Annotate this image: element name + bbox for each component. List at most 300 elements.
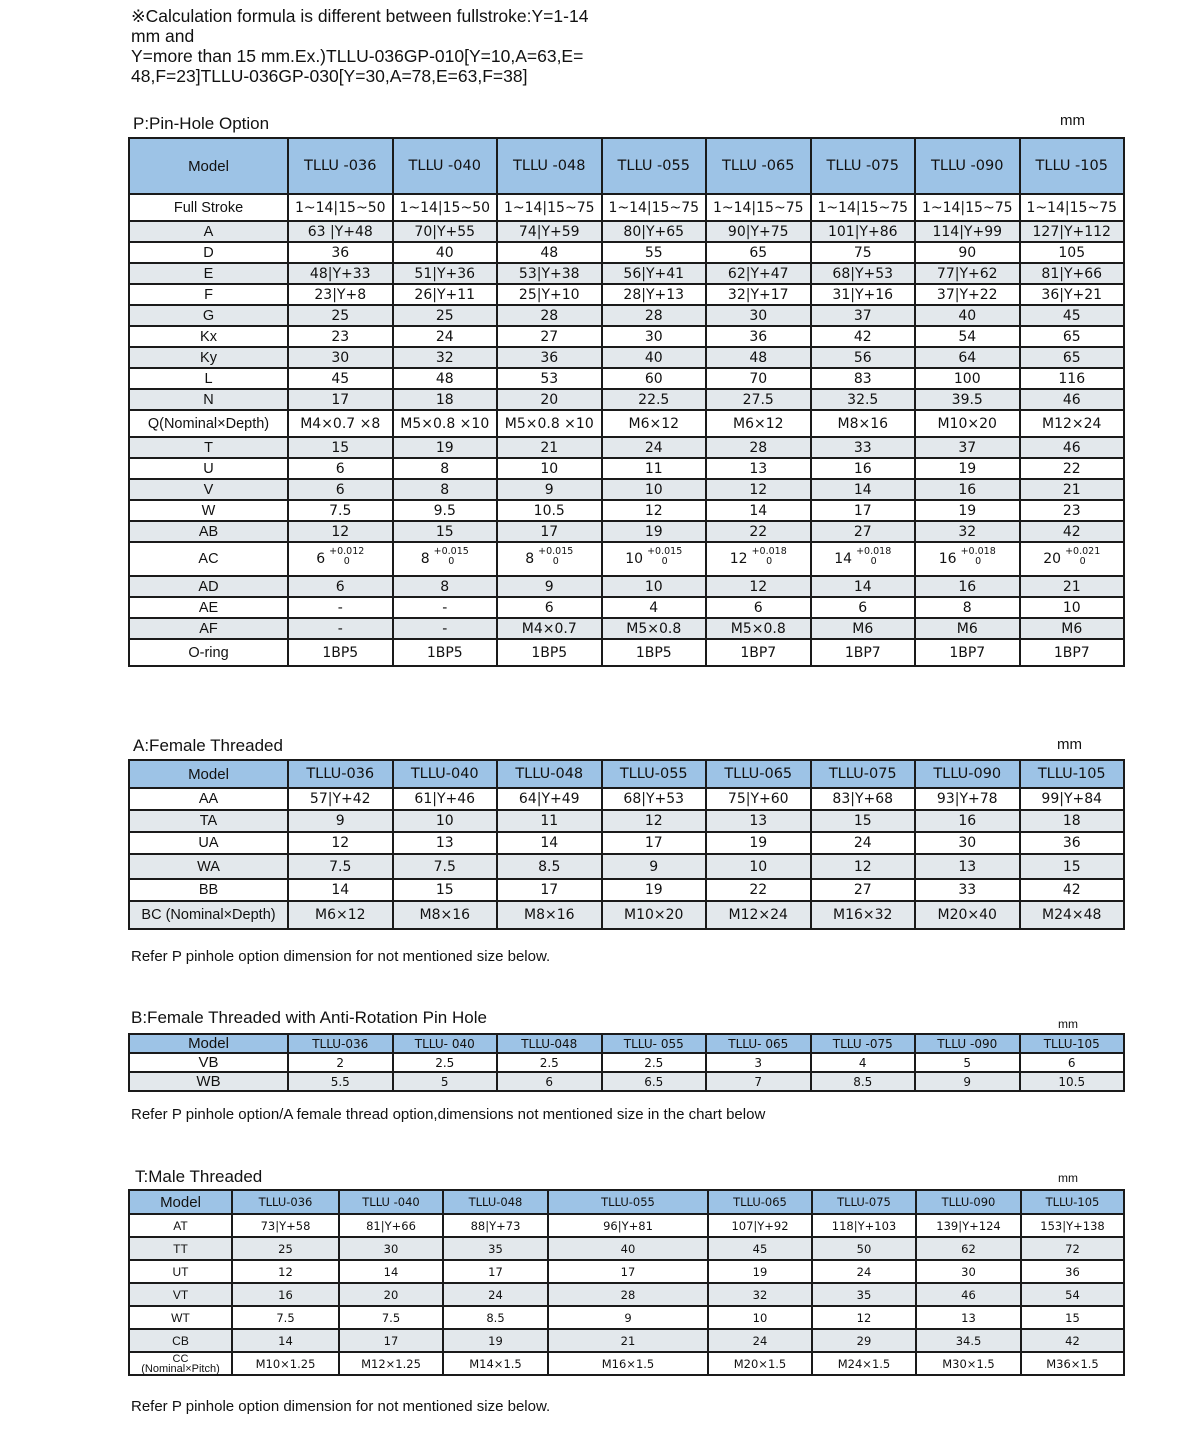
- value-cell: 25|Y+10: [497, 284, 602, 305]
- value-cell: 10.5: [1020, 1072, 1125, 1091]
- tolerance-cell: [393, 542, 498, 576]
- value-cell: 65: [1020, 326, 1125, 347]
- upper-tolerance: +0.015: [647, 546, 683, 557]
- model-header: Model: [129, 760, 288, 788]
- value-cell: 22: [1020, 458, 1125, 479]
- lower-tolerance: 0: [552, 556, 559, 567]
- model-column-header: TLLU -040: [393, 138, 498, 194]
- model-column-header: TLLU -048: [497, 138, 602, 194]
- value-cell: 77|Y+62: [915, 263, 1020, 284]
- male-threaded-row: [129, 1329, 1124, 1352]
- value-cell: 8.5: [497, 854, 602, 879]
- value-cell: 57|Y+42: [288, 788, 393, 810]
- row-label: O-ring: [129, 639, 288, 666]
- value-cell: 114|Y+99: [915, 221, 1020, 242]
- lower-tolerance: 0: [1079, 556, 1086, 567]
- value-cell: 50: [812, 1237, 916, 1260]
- value-cell: M6: [915, 618, 1020, 639]
- value-cell: 81|Y+66: [339, 1214, 443, 1237]
- value-cell: 68|Y+53: [811, 263, 916, 284]
- row-label-bottom: (Nominal×Pitch): [141, 1362, 220, 1375]
- tolerance: [856, 547, 891, 567]
- male-threaded-table: [128, 1189, 1125, 1376]
- value-cell: 46: [1020, 437, 1125, 458]
- value-cell: M10×1.25: [232, 1352, 339, 1375]
- value-cell: 63 |Y+48: [288, 221, 393, 242]
- value-cell: 1BP7: [706, 639, 811, 666]
- value-cell: 80|Y+65: [602, 221, 707, 242]
- value-cell: 2.5: [602, 1053, 707, 1072]
- value-cell: 65: [1020, 347, 1125, 368]
- value-cell: 36: [497, 347, 602, 368]
- value-cell: 88|Y+73: [443, 1214, 548, 1237]
- value-cell: 6: [811, 597, 916, 618]
- value-cell: 10: [602, 479, 707, 500]
- value-cell: 15: [288, 437, 393, 458]
- value-cell: 3: [706, 1053, 811, 1072]
- model-header: Model: [129, 138, 288, 194]
- value-cell: 1~14|15~75: [1020, 194, 1125, 221]
- pin-hole-row: [129, 479, 1124, 500]
- value-cell: 17: [602, 832, 707, 854]
- value-cell: 100: [915, 368, 1020, 389]
- value-cell: 8: [393, 458, 498, 479]
- value-cell: M8×16: [497, 901, 602, 929]
- value-cell: 9: [497, 479, 602, 500]
- value-cell: 16: [915, 479, 1020, 500]
- value-cell: 54: [1021, 1283, 1124, 1306]
- value-cell: -: [288, 618, 393, 639]
- row-label: AC: [129, 542, 288, 576]
- value-cell: 7: [706, 1072, 811, 1091]
- value-cell: 1BP5: [602, 639, 707, 666]
- pin-hole-row: [129, 639, 1124, 666]
- pin-hole-title: P:Pin-Hole Option: [133, 114, 270, 133]
- value-cell: 107|Y+92: [708, 1214, 812, 1237]
- value-cell: 6: [706, 597, 811, 618]
- value-cell: 19: [443, 1329, 548, 1352]
- value-cell: 139|Y+124: [916, 1214, 1021, 1237]
- value-cell: 4: [602, 597, 707, 618]
- value-cell: 45: [288, 368, 393, 389]
- value-cell: 13: [916, 1306, 1021, 1329]
- value-cell: 16: [232, 1283, 339, 1306]
- value-cell: 42: [1020, 879, 1125, 901]
- value-cell: 34.5: [916, 1329, 1021, 1352]
- value-cell: M20×1.5: [708, 1352, 812, 1375]
- tolerance: [434, 547, 469, 567]
- value-cell: 17: [497, 879, 602, 901]
- value-cell: 40: [915, 305, 1020, 326]
- value-cell: 19: [706, 832, 811, 854]
- value-cell: 27: [811, 879, 916, 901]
- value-cell: 83|Y+68: [811, 788, 916, 810]
- male-threaded-title: T:Male Threaded: [135, 1167, 263, 1186]
- pin-hole-row: [129, 284, 1124, 305]
- value-cell: 9: [497, 576, 602, 597]
- value-cell: M6×12: [706, 410, 811, 437]
- model-column-header: TLLU -090: [915, 1034, 1020, 1053]
- value-cell: 19: [602, 521, 707, 542]
- value-cell: 19: [708, 1260, 812, 1283]
- value-cell: 24: [811, 832, 916, 854]
- value-cell: 19: [393, 437, 498, 458]
- nominal-value: 14: [834, 551, 853, 567]
- value-cell: 10: [497, 458, 602, 479]
- row-label: G: [129, 305, 288, 326]
- value-cell: 15: [1020, 854, 1125, 879]
- value-cell: 14: [232, 1329, 339, 1352]
- value-cell: 1BP5: [393, 639, 498, 666]
- value-cell: 16: [915, 576, 1020, 597]
- value-cell: 46: [916, 1283, 1021, 1306]
- value-cell: M8×16: [811, 410, 916, 437]
- value-cell: 30: [602, 326, 707, 347]
- value-cell: 62: [916, 1237, 1021, 1260]
- tolerance-cell: [288, 542, 393, 576]
- value-cell: 28: [706, 437, 811, 458]
- pin-hole-row: [129, 618, 1124, 639]
- lower-tolerance: 0: [661, 556, 668, 567]
- value-cell: 21: [1020, 576, 1125, 597]
- tolerance-cell: [1020, 542, 1125, 576]
- row-label: D: [129, 242, 288, 263]
- calculation-note: [131, 6, 651, 86]
- pin-hole-unit: mm: [1060, 112, 1085, 129]
- value-cell: 1BP5: [497, 639, 602, 666]
- value-cell: 48: [393, 368, 498, 389]
- nominal-value: 6: [316, 551, 326, 567]
- value-cell: 90: [915, 242, 1020, 263]
- value-cell: 36: [1020, 832, 1125, 854]
- value-cell: 93|Y+78: [915, 788, 1020, 810]
- value-cell: 5: [393, 1072, 498, 1091]
- pin-hole-row: [129, 437, 1124, 458]
- value-cell: 45: [1020, 305, 1125, 326]
- value-cell: 14: [288, 879, 393, 901]
- note-line: 48,F=23]TLLU-036GP-030[Y=30,A=78,E=63,F=38]: [131, 66, 528, 86]
- value-cell: 21: [548, 1329, 708, 1352]
- row-label: AA: [129, 788, 288, 810]
- row-label: A: [129, 221, 288, 242]
- model-column-header: TLLU-036: [288, 760, 393, 788]
- value-cell: M14×1.5: [443, 1352, 548, 1375]
- female-threaded-unit: mm: [1057, 736, 1082, 753]
- value-cell: 22: [706, 879, 811, 901]
- value-cell: 2.5: [497, 1053, 602, 1072]
- value-cell: 36: [706, 326, 811, 347]
- value-cell: 14: [497, 832, 602, 854]
- anti-rotation-row: [129, 1072, 1124, 1091]
- row-label: Kx: [129, 326, 288, 347]
- value-cell: 75|Y+60: [706, 788, 811, 810]
- value-cell: 9: [602, 854, 707, 879]
- value-cell: 72: [1021, 1237, 1124, 1260]
- value-cell: 28: [602, 305, 707, 326]
- value-cell: 13: [706, 810, 811, 832]
- row-label: AB: [129, 521, 288, 542]
- female-threaded-title: A:Female Threaded: [133, 736, 283, 755]
- value-cell: 62|Y+47: [706, 263, 811, 284]
- pin-hole-row: [129, 347, 1124, 368]
- value-cell: 6: [288, 479, 393, 500]
- value-cell: 13: [915, 854, 1020, 879]
- note-line: Y=more than 15 mm.Ex.)TLLU-036GP-010[Y=10,A=63,E=: [131, 46, 584, 66]
- value-cell: 96|Y+81: [548, 1214, 708, 1237]
- value-cell: 1~14|15~75: [811, 194, 916, 221]
- tolerance: [1065, 547, 1100, 567]
- value-cell: M5×0.8: [602, 618, 707, 639]
- model-column-header: TLLU-075: [812, 1190, 916, 1214]
- value-cell: 1~14|15~75: [706, 194, 811, 221]
- tolerance: [647, 547, 682, 567]
- value-cell: 23: [1020, 500, 1125, 521]
- note-line: ※Calculation formula is different between fullstroke:Y=1-14: [131, 6, 589, 26]
- anti-rotation-unit: mm: [1058, 1017, 1078, 1031]
- nominal-value: 16: [938, 551, 957, 567]
- row-label: L: [129, 368, 288, 389]
- value-cell: 35: [812, 1283, 916, 1306]
- row-label: V: [129, 479, 288, 500]
- female-threaded-footnote: Refer P pinhole option dimension for not mentioned size below.: [131, 948, 551, 965]
- value-cell: M24×1.5: [812, 1352, 916, 1375]
- row-label: AE: [129, 597, 288, 618]
- value-cell: 8: [393, 576, 498, 597]
- value-cell: 7.5: [393, 854, 498, 879]
- female-threaded-table: [128, 759, 1125, 930]
- value-cell: 14: [811, 479, 916, 500]
- upper-tolerance: +0.012: [329, 546, 365, 557]
- row-label: Q(Nominal×Depth): [129, 410, 288, 437]
- model-column-header: TLLU -090: [915, 138, 1020, 194]
- pin-hole-row: [129, 326, 1124, 347]
- value-cell: 14: [339, 1260, 443, 1283]
- value-cell: 9: [288, 810, 393, 832]
- value-cell: 7.5: [288, 500, 393, 521]
- male-threaded-row: [129, 1260, 1124, 1283]
- value-cell: 12: [811, 854, 916, 879]
- female-threaded-row: [129, 879, 1124, 901]
- male-threaded-row: [129, 1214, 1124, 1237]
- value-cell: 6: [288, 576, 393, 597]
- value-cell: 24: [812, 1260, 916, 1283]
- note-line: mm and: [131, 26, 195, 46]
- pin-hole-row: [129, 597, 1124, 618]
- lower-tolerance: 0: [975, 556, 982, 567]
- value-cell: 9: [548, 1306, 708, 1329]
- value-cell: 64|Y+49: [497, 788, 602, 810]
- value-cell: M5×0.8: [706, 618, 811, 639]
- row-label: WT: [129, 1306, 232, 1329]
- tolerance: [752, 547, 787, 567]
- value-cell: 12: [232, 1260, 339, 1283]
- row-label: E: [129, 263, 288, 284]
- value-cell: 32|Y+17: [706, 284, 811, 305]
- value-cell: 17: [288, 389, 393, 410]
- upper-tolerance: +0.018: [960, 546, 996, 557]
- value-cell: 1BP7: [811, 639, 916, 666]
- value-cell: 18: [393, 389, 498, 410]
- model-column-header: TLLU-036: [232, 1190, 339, 1214]
- value-cell: 1BP7: [1020, 639, 1125, 666]
- row-label: TT: [129, 1237, 232, 1260]
- row-label: WA: [129, 854, 288, 879]
- value-cell: M30×1.5: [916, 1352, 1021, 1375]
- value-cell: M8×16: [393, 901, 498, 929]
- value-cell: 17: [811, 500, 916, 521]
- value-cell: 12: [706, 479, 811, 500]
- value-cell: 70: [706, 368, 811, 389]
- value-cell: 5.5: [288, 1072, 393, 1091]
- value-cell: 48: [706, 347, 811, 368]
- value-cell: 30: [915, 832, 1020, 854]
- value-cell: 27.5: [706, 389, 811, 410]
- row-label: [129, 1352, 232, 1375]
- value-cell: 12: [602, 810, 707, 832]
- model-column-header: TLLU-105: [1021, 1190, 1124, 1214]
- value-cell: 1~14|15~50: [288, 194, 393, 221]
- value-cell: 36|Y+21: [1020, 284, 1125, 305]
- value-cell: 70|Y+55: [393, 221, 498, 242]
- value-cell: 36: [1021, 1260, 1124, 1283]
- anti-rotation-title: B:Female Threaded with Anti-Rotation Pin Hole: [131, 1008, 487, 1027]
- header-row: [129, 138, 1124, 194]
- upper-tolerance: +0.018: [751, 546, 787, 557]
- value-cell: 27: [811, 521, 916, 542]
- row-label: Full Stroke: [129, 194, 288, 221]
- value-cell: 2.5: [393, 1053, 498, 1072]
- value-cell: 26|Y+11: [393, 284, 498, 305]
- value-cell: 24: [393, 326, 498, 347]
- value-cell: M6: [1020, 618, 1125, 639]
- upper-tolerance: +0.015: [433, 546, 469, 557]
- value-cell: 105: [1020, 242, 1125, 263]
- value-cell: -: [288, 597, 393, 618]
- value-cell: 12: [812, 1306, 916, 1329]
- value-cell: 21: [1020, 479, 1125, 500]
- tolerance-cell: [602, 542, 707, 576]
- value-cell: M16×1.5: [548, 1352, 708, 1375]
- value-cell: M5×0.8 ×10: [497, 410, 602, 437]
- value-cell: 15: [1021, 1306, 1124, 1329]
- value-cell: 6.5: [602, 1072, 707, 1091]
- row-label: AF: [129, 618, 288, 639]
- value-cell: 60: [602, 368, 707, 389]
- value-cell: 31|Y+16: [811, 284, 916, 305]
- value-cell: 83: [811, 368, 916, 389]
- value-cell: 24: [602, 437, 707, 458]
- tolerance-cell: [497, 542, 602, 576]
- value-cell: 8.5: [811, 1072, 916, 1091]
- value-cell: M6: [811, 618, 916, 639]
- female-threaded-row: [129, 901, 1124, 929]
- tolerance-cell: [915, 542, 1020, 576]
- value-cell: 56: [811, 347, 916, 368]
- value-cell: M10×20: [915, 410, 1020, 437]
- tolerance-cell: [811, 542, 916, 576]
- value-cell: M36×1.5: [1021, 1352, 1124, 1375]
- value-cell: 6: [497, 597, 602, 618]
- model-column-header: TLLU-090: [916, 1190, 1021, 1214]
- value-cell: 1~14|15~75: [602, 194, 707, 221]
- lower-tolerance: 0: [343, 556, 350, 567]
- value-cell: 37: [811, 305, 916, 326]
- value-cell: 29: [812, 1329, 916, 1352]
- model-column-header: TLLU-048: [443, 1190, 548, 1214]
- value-cell: M4×0.7: [497, 618, 602, 639]
- value-cell: 22: [706, 521, 811, 542]
- row-label: U: [129, 458, 288, 479]
- value-cell: 75: [811, 242, 916, 263]
- value-cell: 25: [232, 1237, 339, 1260]
- row-label-top: CC: [172, 1352, 189, 1365]
- value-cell: 16: [811, 458, 916, 479]
- value-cell: 27: [497, 326, 602, 347]
- male-threaded-row-cc: [129, 1352, 1124, 1375]
- value-cell: 32: [708, 1283, 812, 1306]
- value-cell: 1BP7: [915, 639, 1020, 666]
- value-cell: 39.5: [915, 389, 1020, 410]
- row-label: Ky: [129, 347, 288, 368]
- value-cell: 20: [497, 389, 602, 410]
- value-cell: 1BP5: [288, 639, 393, 666]
- value-cell: 25: [288, 305, 393, 326]
- value-cell: 116: [1020, 368, 1125, 389]
- pin-hole-row-ac: [129, 542, 1124, 576]
- model-column-header: TLLU-055: [602, 760, 707, 788]
- male-threaded-unit: mm: [1058, 1171, 1078, 1185]
- tolerance: [961, 547, 996, 567]
- value-cell: 53|Y+38: [497, 263, 602, 284]
- value-cell: 54: [915, 326, 1020, 347]
- row-label: UT: [129, 1260, 232, 1283]
- upper-tolerance: +0.018: [856, 546, 892, 557]
- value-cell: 35: [443, 1237, 548, 1260]
- value-cell: 15: [393, 521, 498, 542]
- value-cell: M4×0.7 ×8: [288, 410, 393, 437]
- value-cell: 90|Y+75: [706, 221, 811, 242]
- value-cell: 153|Y+138: [1021, 1214, 1124, 1237]
- pin-hole-row: [129, 458, 1124, 479]
- value-cell: 8: [393, 479, 498, 500]
- value-cell: M16×32: [811, 901, 916, 929]
- value-cell: 25: [393, 305, 498, 326]
- value-cell: 17: [443, 1260, 548, 1283]
- row-label: BC (Nominal×Depth): [129, 901, 288, 929]
- row-label: BB: [129, 879, 288, 901]
- value-cell: 99|Y+84: [1020, 788, 1125, 810]
- value-cell: 1~14|15~50: [393, 194, 498, 221]
- value-cell: 15: [811, 810, 916, 832]
- pin-hole-row: [129, 500, 1124, 521]
- female-threaded-row: [129, 832, 1124, 854]
- value-cell: 17: [548, 1260, 708, 1283]
- value-cell: -: [393, 618, 498, 639]
- nominal-value: 8: [525, 551, 535, 567]
- value-cell: 7.5: [232, 1306, 339, 1329]
- female-threaded-row: [129, 854, 1124, 879]
- value-cell: 23|Y+8: [288, 284, 393, 305]
- value-cell: 81|Y+66: [1020, 263, 1125, 284]
- value-cell: 6: [497, 1072, 602, 1091]
- lower-tolerance: 0: [448, 556, 455, 567]
- value-cell: 10: [602, 576, 707, 597]
- model-column-header: TLLU- 065: [706, 1034, 811, 1053]
- value-cell: 16: [915, 810, 1020, 832]
- upper-tolerance: +0.021: [1065, 546, 1101, 557]
- row-label: VT: [129, 1283, 232, 1306]
- pin-hole-row: [129, 521, 1124, 542]
